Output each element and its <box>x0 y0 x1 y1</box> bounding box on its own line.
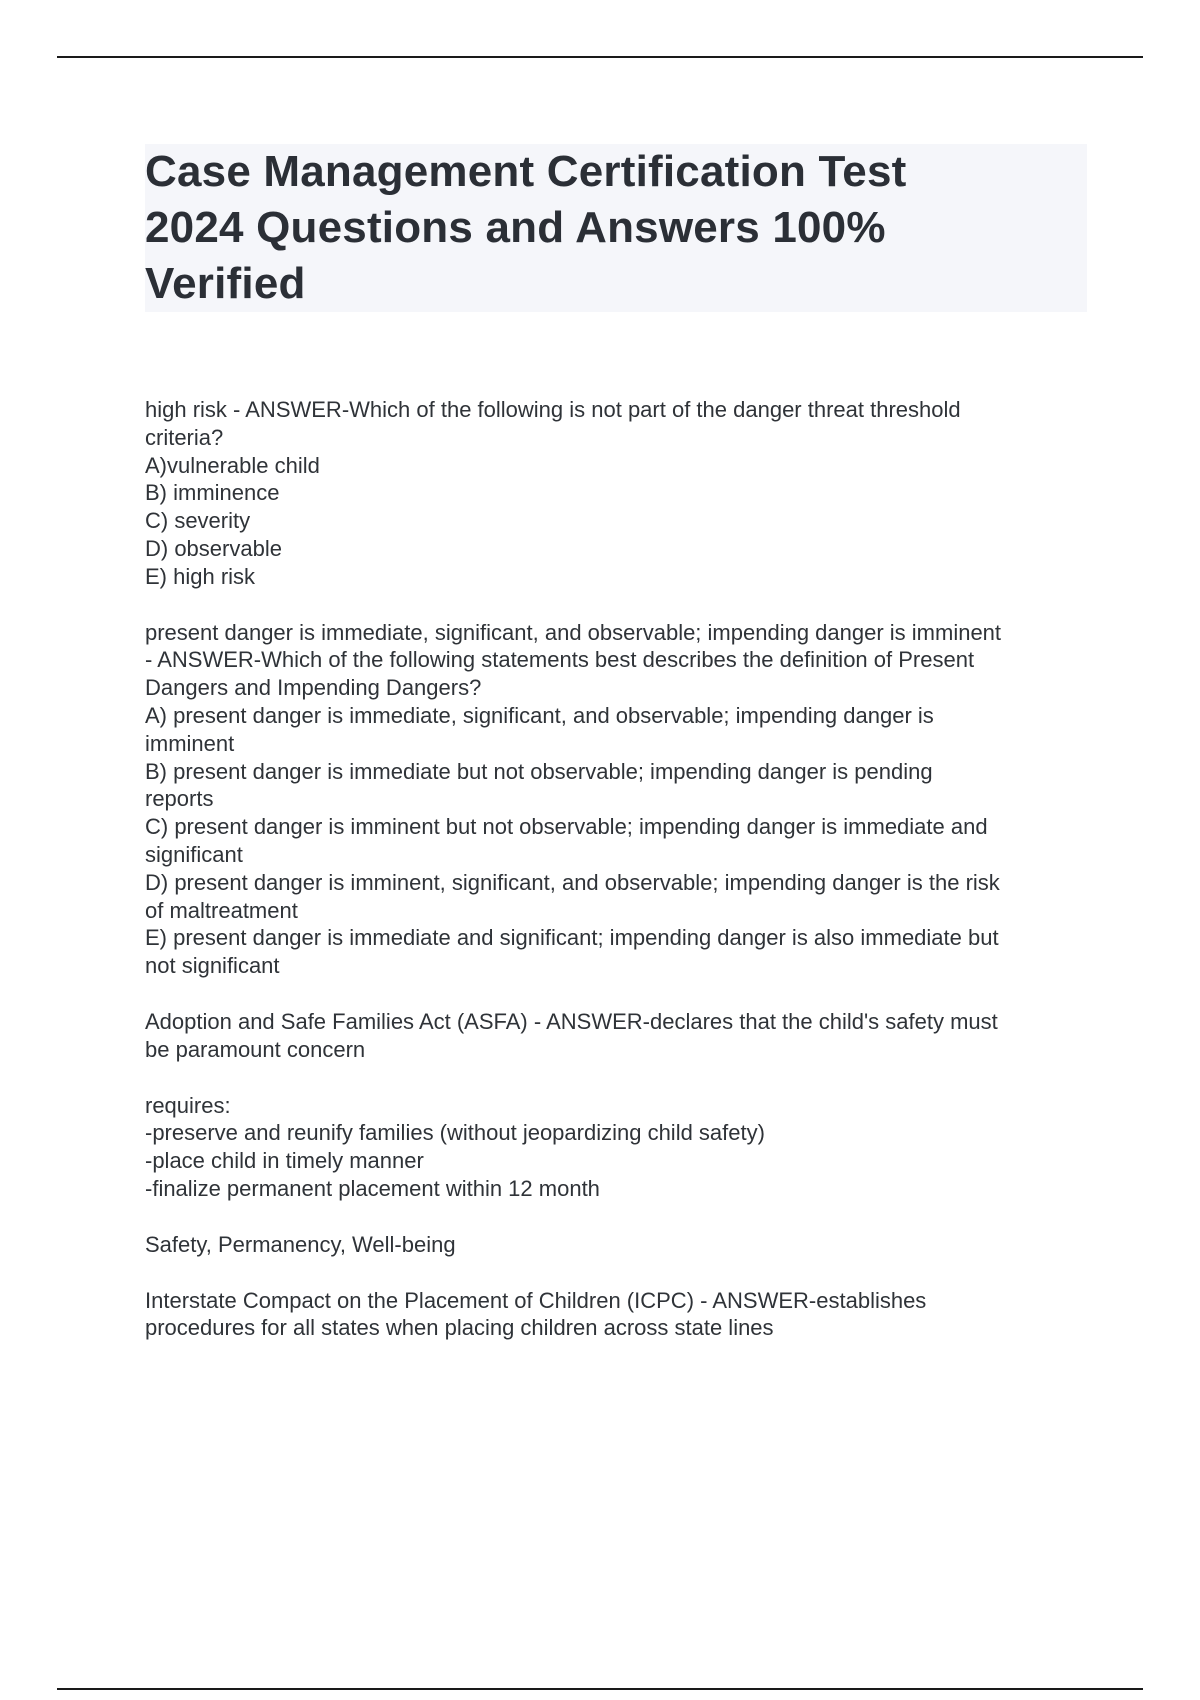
text-line: A) present danger is immediate, significant, and observable; impending danger is <box>145 702 934 728</box>
text-line: procedures for all states when placing children across state lines <box>145 1315 774 1341</box>
text-line: B) present danger is immediate but not observable; impending danger is pending <box>145 758 933 784</box>
text-line: D) present danger is imminent, significant, and observable; impending danger is the risk <box>145 869 1000 895</box>
text-line: A)vulnerable child <box>145 452 320 478</box>
qa-block <box>145 1231 1095 1259</box>
qa-block <box>145 1008 1095 1064</box>
text-line: Interstate Compact on the Placement of Children (ICPC) - ANSWER-establishes <box>145 1287 927 1313</box>
text-line: E) present danger is immediate and significant; impending danger is also immediate but <box>145 925 999 951</box>
text-line: present danger is immediate, significant, and observable; impending danger is imminent <box>145 619 1002 645</box>
text-line: imminent <box>145 730 235 756</box>
text-line: Dangers and Impending Dangers? <box>145 675 482 701</box>
text-line: D) observable <box>145 535 282 561</box>
text-line: -place child in timely manner <box>145 1148 424 1174</box>
text-line: reports <box>145 786 214 812</box>
title-box <box>145 144 1087 312</box>
qa-block <box>145 396 1095 591</box>
text-line: criteria? <box>145 424 224 450</box>
text-line: not significant <box>145 953 280 979</box>
text-line: be paramount concern <box>145 1036 366 1062</box>
qa-block <box>145 1092 1095 1203</box>
text-line: B) imminence <box>145 480 280 506</box>
text-line: requires: <box>145 1092 231 1118</box>
qa-block <box>145 1287 1095 1343</box>
text-line: of maltreatment <box>145 897 298 923</box>
qa-block <box>145 619 1095 980</box>
text-line: - ANSWER-Which of the following statements best describes the definition of Present <box>145 647 975 673</box>
header-rule <box>57 56 1143 58</box>
text-line: significant <box>145 841 243 867</box>
text-line: E) high risk <box>145 563 256 589</box>
text-line: -preserve and reunify families (without jeopardizing child safety) <box>145 1120 765 1146</box>
document-body <box>145 396 1095 1370</box>
text-line: Safety, Permanency, Well-being <box>145 1231 456 1257</box>
text-line: high risk - ANSWER-Which of the following is not part of the danger threat threshold <box>145 397 961 422</box>
text-line: -finalize permanent placement within 12 month <box>145 1175 600 1201</box>
text-line: Adoption and Safe Families Act (ASFA) - ANSWER-declares that the child's safety must <box>145 1008 998 1034</box>
text-line: C) severity <box>145 508 251 534</box>
document-title: Case Management Certification Test 2024 Questions and Answers 100% Verified <box>145 147 907 308</box>
footer-rule <box>57 1688 1143 1690</box>
text-line: C) present danger is imminent but not observable; impending danger is immediate and <box>145 814 988 840</box>
